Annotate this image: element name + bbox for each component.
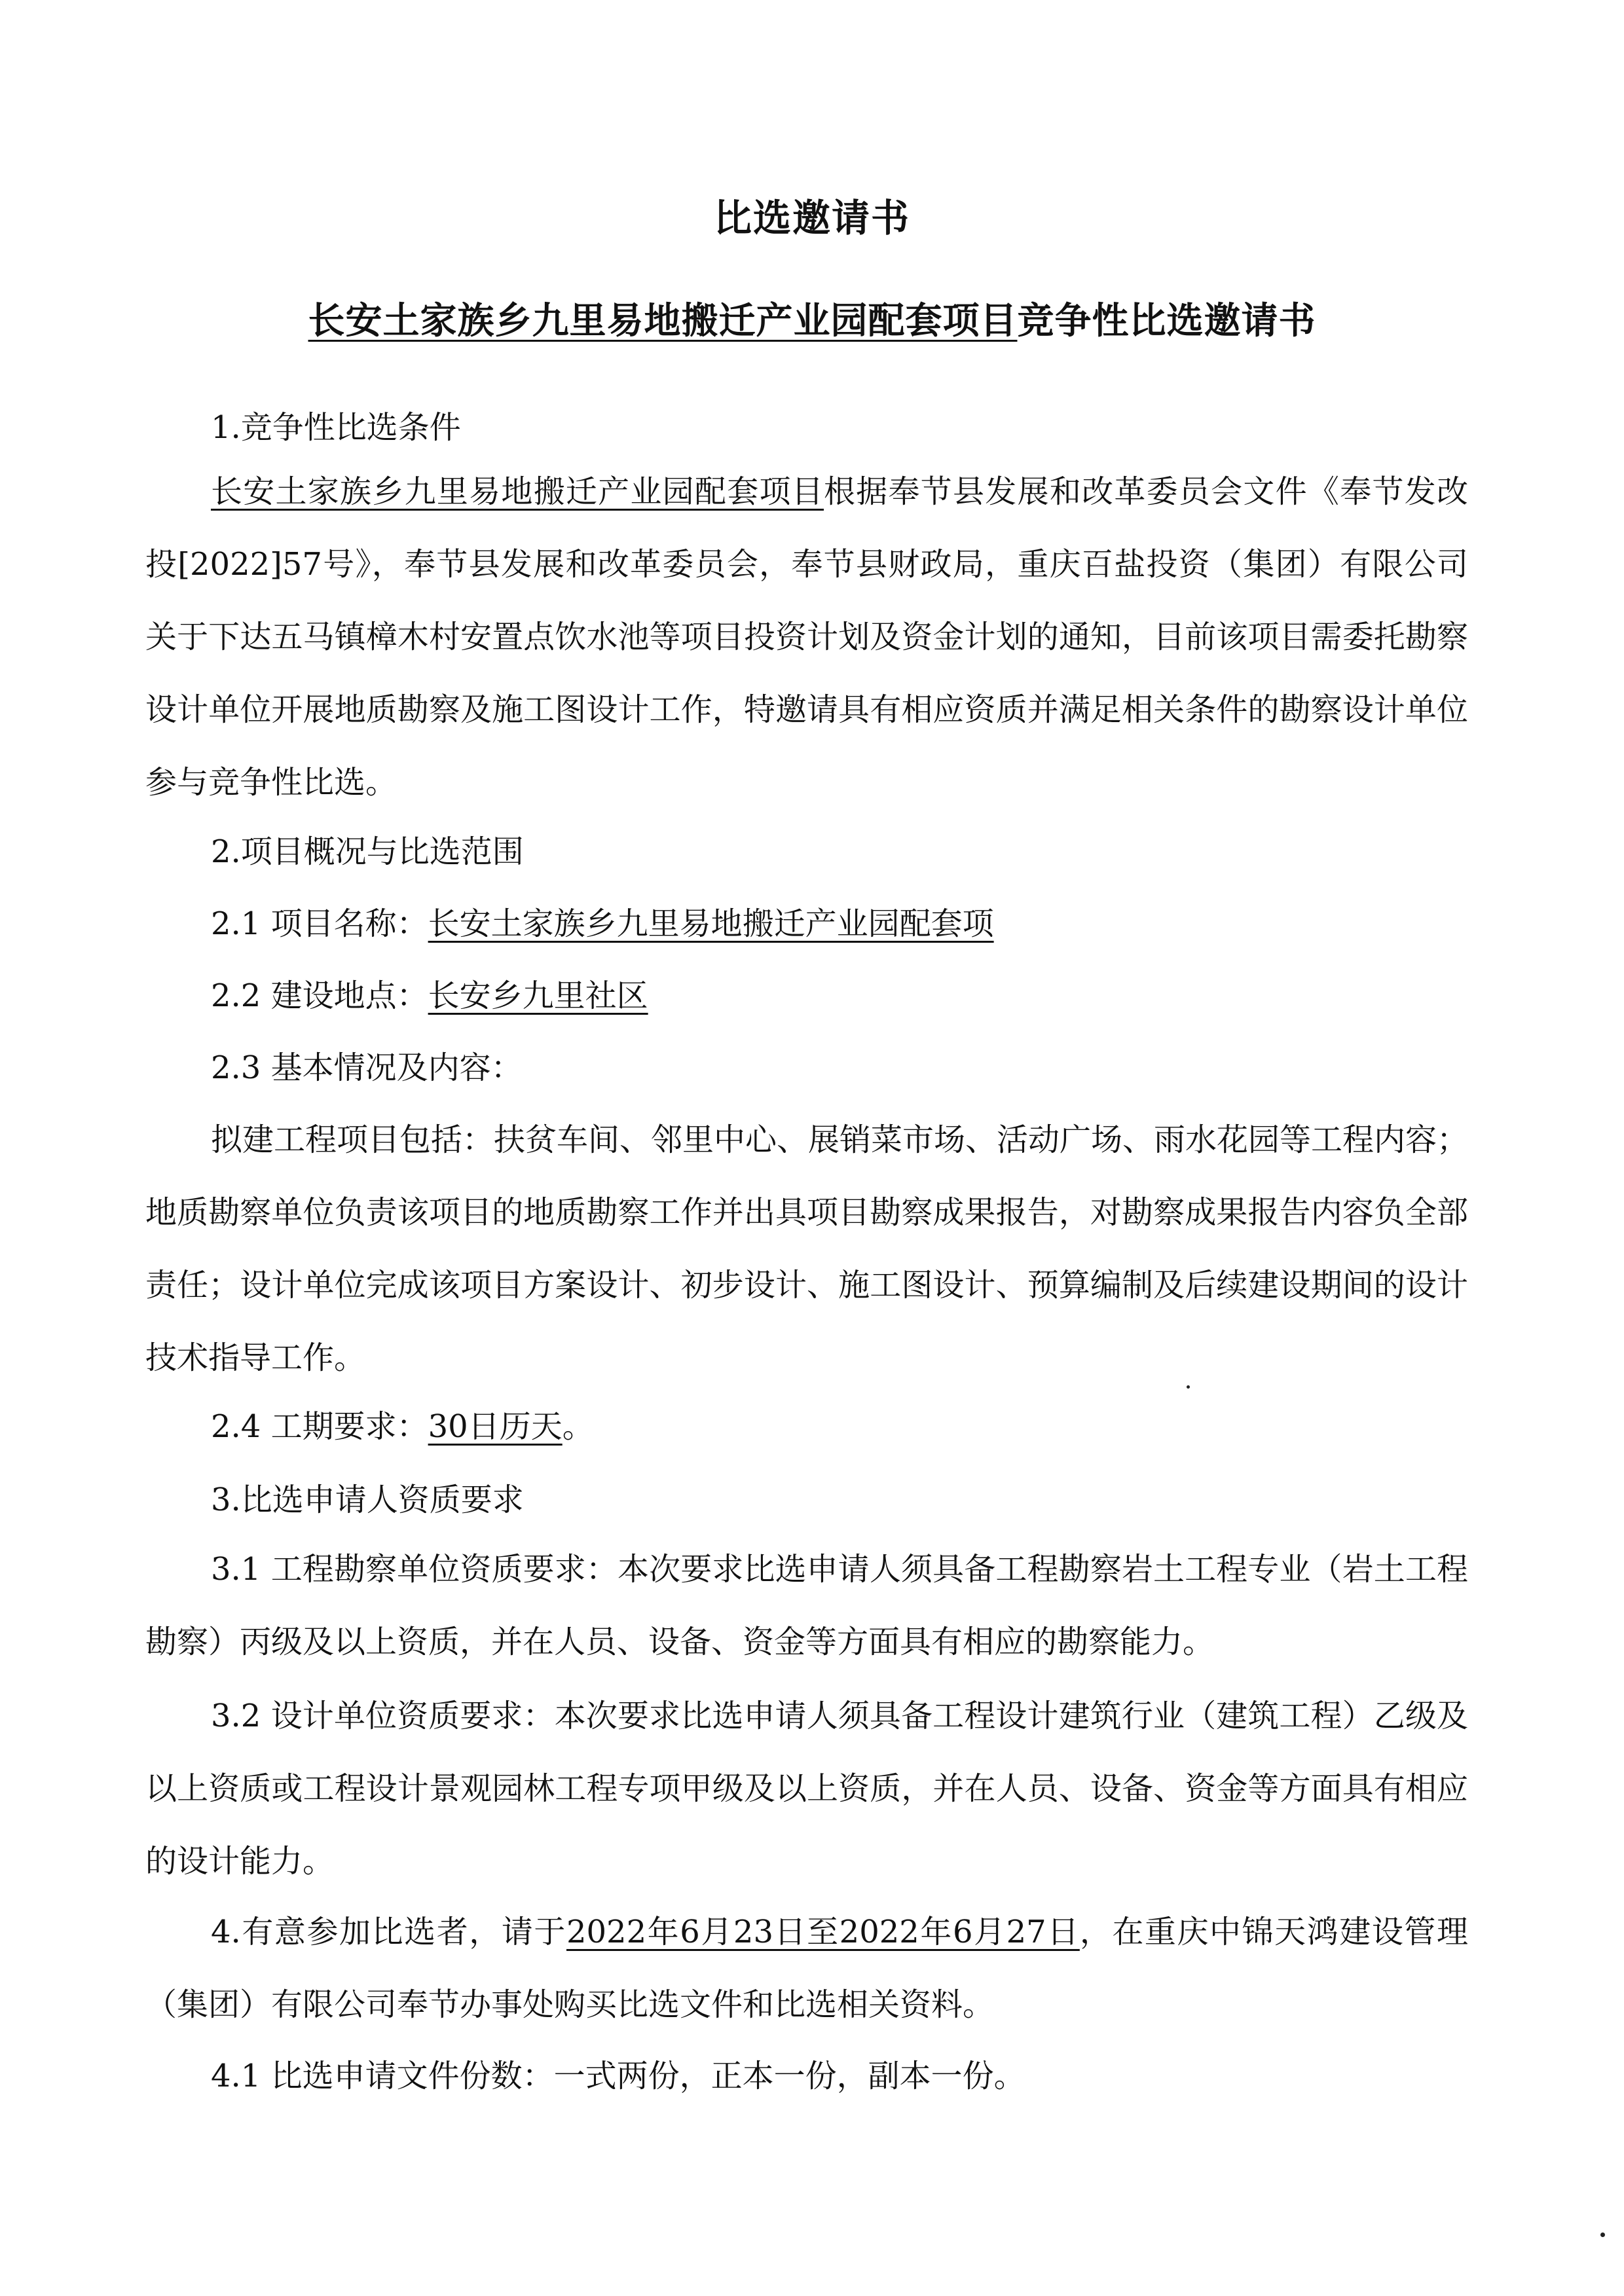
section-1-heading: 1.竞争性比选条件 [211, 409, 461, 446]
document-title: 比选邀请书 [713, 196, 910, 240]
section-4-start: 4.有意参加比选者，请于 [211, 1914, 566, 1950]
document-subtitle [0, 292, 1624, 344]
section-3-heading: 3.比选申请人资质要求 [211, 1482, 524, 1518]
section-1-paragraph [145, 456, 1468, 819]
project-name-underlined: 长安土家族乡九里易地搬迁产业园配套项目 [211, 473, 824, 510]
item-3-2: 3.2 设计单位资质要求：本次要求比选申请人须具备工程设计建筑行业（建筑工程）乙级及以上资质或工程设计景观园林工程专项甲级及以上资质，并在人员、设备、资金等方面具有相应的设计能力。 [145, 1698, 1468, 1880]
item-2-4-label: 2.4 工期要求： [211, 1408, 428, 1445]
subtitle-project-name: 长安土家族乡九里易地搬迁产业园配套项目 [308, 299, 1018, 342]
item-2-3-label: 2.3 基本情况及内容： [211, 1049, 523, 1086]
item-2-2 [145, 960, 1468, 1032]
item-2-4-end: 。 [562, 1408, 594, 1445]
section-4-date-range: 2022年6月23日至2022年6月27日 [566, 1914, 1080, 1950]
item-2-4-value: 30日历天 [428, 1408, 563, 1445]
section-2-heading: 2.项目概况与比选范围 [211, 833, 524, 870]
section-4-paragraph [145, 1896, 1468, 2041]
subtitle-rest: 竞争性比选邀请书 [1017, 299, 1316, 342]
item-2-4 [145, 1391, 1468, 1463]
item-2-1-value: 长安土家族乡九里易地搬迁产业园配套项 [428, 905, 994, 942]
item-2-2-value: 长安乡九里社区 [428, 977, 648, 1014]
scan-speck-corner [1600, 2232, 1605, 2237]
item-2-1-label: 2.1 项目名称： [211, 905, 428, 942]
item-2-2-label: 2.2 建设地点： [211, 977, 428, 1014]
scan-speck [1187, 1385, 1190, 1389]
item-2-1 [145, 888, 1468, 960]
item-3-1: 3.1 工程勘察单位资质要求：本次要求比选申请人须具备工程勘察岩土工程专业（岩土工程勘察）丙级及以上资质，并在人员、设备、资金等方面具有相应的勘察能力。 [145, 1551, 1468, 1660]
section-4-rest: ，在重庆中锦天鸿建设管理（集团）有限公司奉节办事处购买比选文件和比选相关资料。 [145, 1914, 1468, 2023]
item-2-3-body: 拟建工程项目包括：扶贫车间、邻里中心、展销菜市场、活动广场、雨水花园等工程内容；地质勘察单位负责该项目的地质勘察工作并出具项目勘察成果报告，对勘察成果报告内容负全部责任；设计单位完成该项目方案设计、初步设计、施工图设计、预算编制及后续建设期间的设计技术指导工作。 [145, 1121, 1469, 1376]
item-4-1: 4.1 比选申请文件份数：一式两份，正本一份，副本一份。 [211, 2058, 1025, 2094]
section-1-paragraph-text: 根据奉节县发展和改革委员会文件《奉节发改投[2022]57号》，奉节县发展和改革委员会，奉节县财政局，重庆百盐投资（集团）有限公司关于下达五马镇樟木村安置点饮水池等项目投资计划及资金计划的通知，目前该项目需委托勘察设计单位开展地质勘察及施工图设计工作，特邀请具有相应资质并满足相关条件的勘察设计单位参与竞争性比选。 [145, 473, 1468, 801]
